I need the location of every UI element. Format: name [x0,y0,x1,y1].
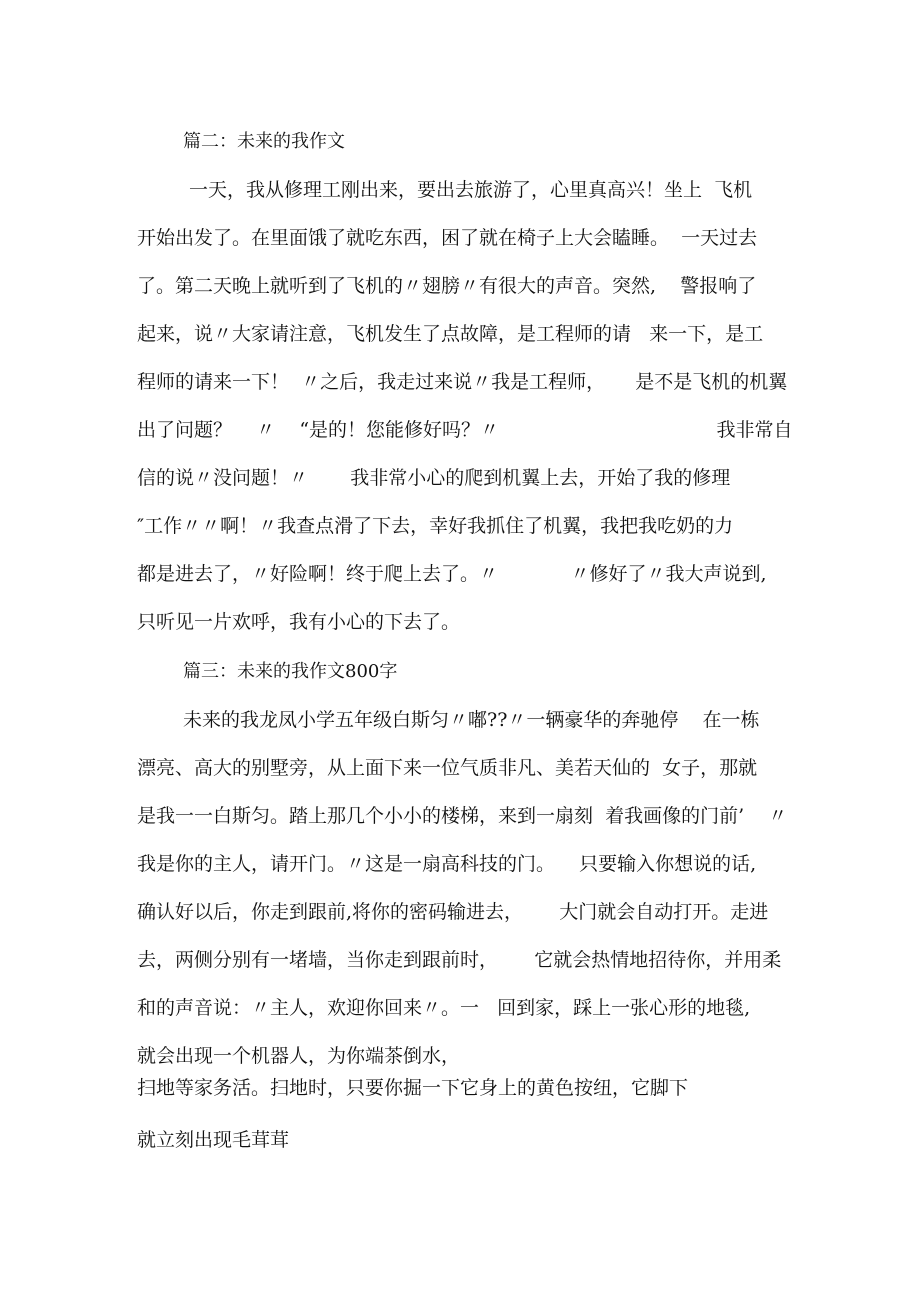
paragraph-line: 确认好以后，你走到跟前,将你的密码输进去， 大门就会自动打开。走进 [137,901,769,923]
paragraph-line: 和的声音说：〃主人，欢迎你回来〃。一 回到家，踩上一张心形的地毯, [137,997,751,1019]
paragraph-line: ″工作〃〃啊！〃我查点滑了下去，幸好我抓住了机翼，我把我吃奶的力 [137,515,734,537]
paragraph-line: 未来的我龙凤小学五年级白斯匀〃嘟??〃一辆豪华的奔驰停 在一栋 [183,709,760,731]
section-heading-2: 篇二：未来的我作文 [183,131,345,152]
paragraph-line: 一天，我从修理工刚出来，要出去旅游了，心里真高兴！坐上 飞机 [183,179,753,201]
paragraph-line: 信的说〃没问题！〃 我非常小心的爬到机翼上去，开始了我的修理 [137,467,731,489]
paragraph-line: 了。第二天晚上就听到了飞机的〃翅膀〃有很大的声音。突然, 警报响了 [137,275,757,297]
paragraph-line: 就会出现一个机器人，为你端茶倒水， [137,1045,461,1067]
paragraph-line: 起来，说〃大家请注意，飞机发生了点故障，是工程师的请 来一下，是工 [137,323,764,345]
paragraph-line: 程师的请来一下！ 〃之后，我走过来说〃我是工程师， 是不是飞机的机翼 [137,371,788,393]
paragraph-line: 漂亮、高大的别墅旁，从上面下来一位气质非凡、美若天仙的 女子，那就 [137,757,758,779]
paragraph-line: 扫地等家务活。扫地时，只要你掘一下它身上的黄色按纽，它脚下 [137,1077,689,1099]
paragraph-line: 出了问题？ 〃 “是的！您能修好吗？〃 我非常自 [137,419,793,441]
paragraph-line: 是我一一白斯匀。踏上那几个小小的楼梯，来到一扇刻 着我画像的门前’ 〃 [137,805,788,827]
paragraph-line: 只听见一片欢呼，我有小心的下去了。 [137,611,461,633]
section-heading-3: 篇三：未来的我作文800字 [183,661,398,682]
paragraph-line: 我是你的主人，请开门。〃这是一扇高科技的门。 只要输入你想说的话, [137,853,757,875]
paragraph-line: 去，两侧分别有一堵墙，当你走到跟前时， 它就会热情地招待你，并用柔 [137,949,782,971]
paragraph-line: 就立刻出现毛茸茸 [137,1129,290,1151]
paragraph-line: 开始出发了。在里面饿了就吃东西，困了就在椅子上大会瞌睡。 一天过去 [137,227,758,249]
paragraph-line: 都是进去了，〃好险啊！终于爬上去了。〃 〃修好了〃我大声说到, [137,563,767,585]
